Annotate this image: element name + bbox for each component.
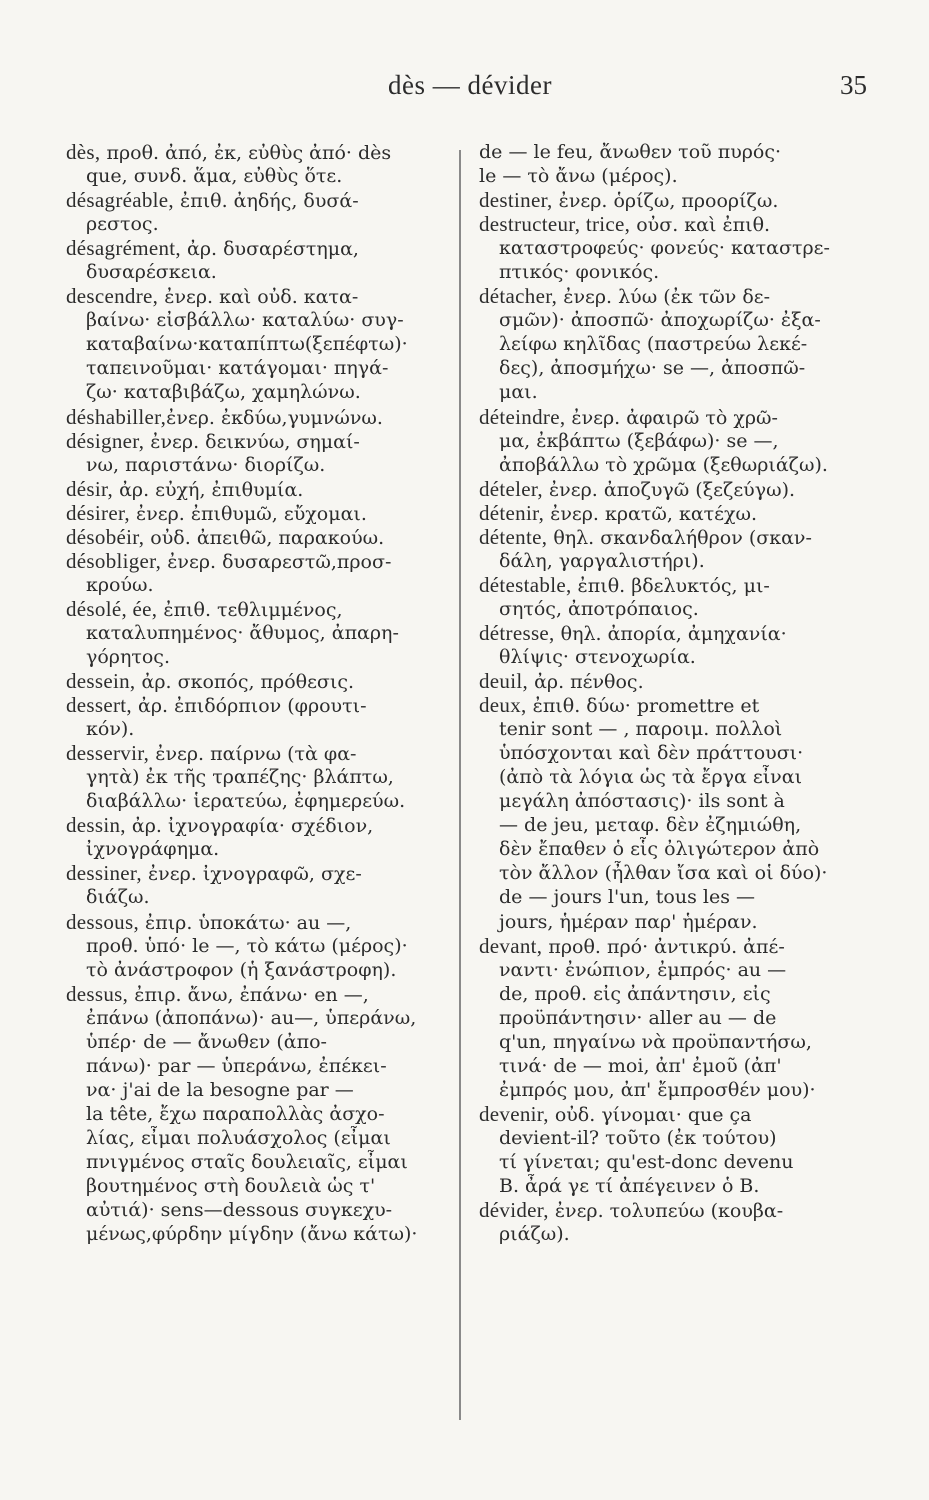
headword: deuil,: [479, 669, 529, 694]
dictionary-line: [479, 236, 879, 260]
dictionary-line: [66, 645, 466, 669]
definition-text: ρεστος.: [86, 213, 159, 236]
definition-text: ἐπάνω (ἀποπάνω)· au—, ὑπεράνω,: [86, 1006, 417, 1029]
dictionary-line: [479, 1150, 879, 1174]
dictionary-line: [66, 1102, 466, 1126]
definition-text: jours, ἡμέραν παρ' ἡμέραν.: [499, 910, 758, 933]
running-header: [0, 70, 929, 110]
dictionary-line: [66, 813, 466, 837]
dictionary-line: [66, 1126, 466, 1150]
definition-text: ἐνερ. λύω (ἐκ τῶν δε-: [557, 286, 771, 309]
definition-text: διάζω.: [86, 886, 150, 909]
definition-text: de — le feu, ἄνωθεν τοῦ πυρός·: [479, 141, 782, 163]
headword: destructeur, trice,: [479, 212, 631, 237]
definition-text: καταλυπημένος· ἄθυμος, ἀπαρη-: [86, 621, 399, 644]
definition-text: q'un, πηγαίνω νὰ προϋπαντήσω,: [499, 1030, 812, 1053]
dictionary-line: [479, 1030, 879, 1054]
definition-text: la tête, ἔχω παραπολλὰς ἀσχο-: [86, 1102, 385, 1125]
definition-text: νω, παριστάνω· διορίζω.: [86, 453, 326, 476]
headword: desservir,: [66, 741, 150, 766]
dictionary-line: [66, 549, 466, 573]
headword: désigner,: [66, 428, 145, 453]
definition-text: τὸν ἄλλον (ἦλθαν ἴσα καὶ οἱ δύο)·: [499, 862, 828, 885]
definition-text: B. ἆρά γε τί ἀπέγεινεν ὁ Β.: [499, 1175, 760, 1198]
definition-text: de — jours l'un, tous les —: [499, 886, 755, 909]
dictionary-line: [66, 405, 466, 429]
headword: détente,: [479, 524, 548, 549]
dictionary-line: [479, 573, 879, 597]
definition-text: οὐδ. γίνομαι· que ça: [548, 1103, 752, 1126]
dictionary-line: [66, 1222, 466, 1246]
dictionary-line: [479, 1126, 879, 1150]
definition-text: ἐνερ. ἐπιθυμῶ, εὔχομαι.: [129, 502, 367, 525]
dictionary-line: [479, 501, 879, 525]
definition-text: ἐνερ. δεικνύω, σημαί-: [144, 430, 360, 453]
definition-text: ἐνερ. καὶ οὐδ. κατα-: [158, 286, 359, 309]
definition-text: que, συνδ. ἅμα, εὐθὺς ὅτε.: [86, 165, 343, 188]
dictionary-line: [66, 573, 466, 597]
headword: dessin,: [66, 813, 126, 838]
dictionary-line: [479, 284, 879, 308]
definition-text: κόν).: [86, 718, 135, 741]
dictionary-line: [479, 621, 879, 645]
dictionary-line: [479, 1078, 879, 1102]
definition-text: βαίνω· εἰσβάλλω· καταλύω· συγ-: [86, 309, 404, 332]
definition-text: ταπεινοῦμαι· κατάγομαι· πηγά-: [86, 357, 389, 380]
dictionary-line: [479, 934, 879, 958]
definition-text: καταβαίνω·καταπίπτω(ξεπέφτω)·: [86, 333, 408, 356]
dictionary-line: [66, 621, 466, 645]
dictionary-line: [479, 645, 879, 669]
headword: devenir,: [479, 1101, 549, 1126]
definition-text: ἰχνογράφημα.: [86, 838, 220, 861]
dictionary-line: [479, 885, 879, 909]
definition-text: ἐνερ. ἀποζυγῶ (ξεζεύγω).: [542, 478, 796, 501]
dictionary-line: [66, 525, 466, 549]
definition-text: ἀρ. ἐπιδόρπιον (φρουτι-: [131, 695, 367, 718]
dictionary-line: [66, 501, 466, 525]
dictionary-line: [479, 717, 879, 741]
headword: deux,: [479, 693, 527, 718]
definition-text: πτικός· φονικός.: [499, 261, 660, 284]
definition-text: ἐνερ. παίρνω (τὰ φα-: [149, 743, 357, 766]
definition-text: δάλη, γαργαλιστήρι).: [499, 549, 705, 572]
dictionary-line: [479, 429, 879, 453]
headword: désolé, ée,: [66, 596, 158, 621]
headword: détresse,: [479, 620, 555, 645]
dictionary-line: [66, 741, 466, 765]
dictionary-line: [479, 405, 879, 429]
dictionary-line: [66, 284, 466, 308]
headword: désagrément,: [66, 236, 181, 261]
definition-text: ἐπιθ. δύω· promettre et: [526, 695, 760, 718]
headword: déshabiller,: [66, 404, 167, 429]
definition-text: οὐδ. ἀπειθῶ, παρακούω.: [144, 526, 385, 549]
dictionary-line: [66, 669, 466, 693]
dictionary-line: [479, 837, 879, 861]
dictionary-line: [66, 188, 466, 212]
dictionary-line: [66, 934, 466, 958]
definition-text: ἐνερ. δυσαρεστῶ,προσ-: [161, 550, 392, 573]
dictionary-line: [66, 958, 466, 982]
definition-text: ἀρ. σκοπός, πρόθεσις.: [135, 671, 355, 694]
headword: dessous,: [66, 909, 139, 934]
dictionary-line: [66, 885, 466, 909]
definition-text: ἀρ. εὐχή, ἐπιθυμία.: [113, 478, 304, 501]
definition-text: μεγάλη ἀπόστασις)· ils sont à: [499, 790, 785, 813]
definition-text: σητός, ἀποτρόπαιος.: [499, 597, 699, 620]
headword: descendre,: [66, 284, 159, 309]
dictionary-line: [66, 717, 466, 741]
dictionary-line: [479, 356, 879, 380]
dictionary-line: [66, 236, 466, 260]
right-column: [479, 140, 879, 1440]
headword: détestable,: [479, 572, 572, 597]
definition-text: να· j'ai de la besogne par —: [86, 1078, 354, 1101]
headword: désirer,: [66, 500, 130, 525]
definition-text: τί γίνεται; qu'est-donc devenu: [499, 1150, 794, 1173]
definition-text: βουτημένος στὴ δουλειὰ ὡς τ': [86, 1175, 376, 1198]
dictionary-line: [66, 332, 466, 356]
dictionary-line: [479, 308, 879, 332]
dictionary-line: [479, 1198, 879, 1222]
dictionary-line: [479, 1174, 879, 1198]
dictionary-line: [479, 1222, 879, 1246]
dictionary-line: [479, 164, 879, 188]
dictionary-line: [66, 789, 466, 813]
definition-text: le — τὸ ἄνω (μέρος).: [479, 165, 678, 188]
dictionary-line: [66, 380, 466, 404]
dictionary-line: [66, 693, 466, 717]
dictionary-line: [66, 765, 466, 789]
dictionary-line: [66, 260, 466, 284]
dictionary-line: [479, 212, 879, 236]
dictionary-line: [479, 188, 879, 212]
page-title: dès — dévider: [388, 70, 552, 100]
page-number: 35: [840, 70, 867, 100]
definition-text: λίας, εἶμαι πολυάσχολος (εἶμαι: [86, 1126, 391, 1149]
dictionary-line: [66, 1078, 466, 1102]
definition-text: ἀρ. ἰχνογραφία· σχέδιον,: [125, 815, 374, 838]
dictionary-line: [479, 549, 879, 573]
dictionary-line: [479, 813, 879, 837]
definition-text: προϋπάντησιν· aller au — de: [499, 1006, 777, 1029]
definition-text: οὐσ. καὶ ἐπιθ.: [630, 214, 771, 237]
definition-text: μένως,φύρδην μίγδην (ἄνω κάτω)·: [86, 1223, 418, 1246]
dictionary-line: [479, 693, 879, 717]
headword: détenir,: [479, 500, 545, 525]
dictionary-line: [479, 765, 879, 789]
dictionary-line: [66, 861, 466, 885]
definition-text: ἐπιθ. ἀηδής, δυσά-: [173, 190, 359, 213]
dictionary-line: [66, 429, 466, 453]
definition-text: ἐπιθ. βδελυκτός, μι-: [571, 574, 770, 597]
definition-text: ἀρ. δυσαρέστημα,: [180, 238, 359, 261]
definition-text: θηλ. σκανδαλήθρον (σκαν-: [547, 526, 812, 549]
column-divider: [459, 150, 461, 1420]
headword: dessert,: [66, 693, 132, 718]
headword: dételer,: [479, 476, 543, 501]
headword: désobliger,: [66, 548, 162, 573]
definition-text: — de jeu, μεταφ. δὲν ἐζημιώθη,: [499, 814, 802, 837]
dictionary-line: [66, 910, 466, 934]
definition-text: ἐνερ. ἐκδύω,γυμνώνω.: [166, 406, 383, 429]
dictionary-line: [66, 837, 466, 861]
headword: dessiner,: [66, 861, 142, 886]
dictionary-line: [66, 597, 466, 621]
definition-text: ἐνερ. τολυπεύω (κουβα-: [548, 1200, 784, 1223]
headword: dessus,: [66, 981, 129, 1006]
definition-text: προθ. ἀπό, ἐκ, εὐθὺς ἀπό· dès: [100, 142, 392, 164]
definition-text: κρούω.: [86, 573, 154, 596]
headword: désobéir,: [66, 524, 145, 549]
definition-text: tenir sont — , παροιμ. πολλοὶ: [499, 718, 783, 741]
definition-text: διαβάλλω· ἱερατεύω, ἐφημερεύω.: [86, 790, 406, 813]
definition-text: ἀποβάλλω τὸ χρῶμα (ξεθωριάζω).: [499, 453, 828, 476]
definition-text: πάνω)· par — ὑπεράνω, ἐπέκει-: [86, 1054, 387, 1077]
definition-text: ἐνερ. ὁρίζω, προορίζω.: [552, 190, 779, 213]
dictionary-line: [479, 789, 879, 813]
dictionary-line: [479, 669, 879, 693]
headword: dévider,: [479, 1198, 549, 1223]
headword: désir,: [66, 476, 114, 501]
definition-text: ἐμπρός μου, ἀπ' ἔμπροσθέν μου)·: [499, 1078, 816, 1101]
headword: déteindre,: [479, 404, 566, 429]
definition-text: μαι.: [499, 381, 538, 404]
dictionary-line: [479, 525, 879, 549]
definition-text: γόρητος.: [86, 645, 170, 668]
dictionary-line: [479, 1054, 879, 1078]
dictionary-line: [66, 1030, 466, 1054]
headword: dès,: [66, 140, 101, 164]
definition-text: τινά· de — moi, ἀπ' ἐμοῦ (ἀπ': [499, 1054, 782, 1077]
dictionary-line: [66, 212, 466, 236]
dictionary-line: [66, 356, 466, 380]
dictionary-line: [66, 1198, 466, 1222]
headword: dessein,: [66, 669, 136, 694]
dictionary-line: [479, 380, 879, 404]
definition-text: δυσαρέσκεια.: [86, 261, 217, 284]
dictionary-line: [479, 861, 879, 885]
definition-text: ὑπόσχονται καὶ δὲν πράττουσι·: [499, 742, 804, 765]
dictionary-line: [66, 140, 466, 164]
dictionary-line: [479, 453, 879, 477]
definition-text: δες), ἀποσμήχω· se —, ἀποσπῶ-: [499, 357, 806, 380]
dictionary-line: [479, 982, 879, 1006]
dictionary-line: [479, 910, 879, 934]
dictionary-line: [479, 332, 879, 356]
left-column: [66, 140, 466, 1440]
definition-text: τὸ ἀνάστροφον (ἡ ξανάστροφη).: [86, 958, 397, 981]
headword: désagréable,: [66, 188, 174, 213]
definition-text: devient-il? τοῦτο (ἐκ τούτου): [499, 1126, 777, 1149]
dictionary-line: [479, 741, 879, 765]
dictionary-line: [66, 1054, 466, 1078]
definition-text: πνιγμένος σταῖς δουλειαῖς, εἶμαι: [86, 1150, 408, 1173]
definition-text: προθ. πρό· ἀντικρύ. ἀπέ-: [542, 935, 785, 958]
dictionary-line: [479, 260, 879, 284]
definition-text: λείφω κηλῖδας (παστρεύω λεκέ-: [499, 333, 808, 356]
dictionary-line: [66, 164, 466, 188]
dictionary-line: [479, 1006, 879, 1030]
definition-text: ὑπέρ· de — ἄνωθεν (ἀπο-: [86, 1030, 327, 1053]
dictionary-line: [66, 1006, 466, 1030]
definition-text: δὲν ἔπαθεν ὁ εἷς ὀλιγώτερον ἀπὸ: [499, 838, 820, 861]
definition-text: de, προθ. εἰς ἀπάντησιν, εἰς: [499, 982, 771, 1005]
definition-text: ἐνερ. κρατῶ, κατέχω.: [544, 502, 758, 525]
dictionary-line: [66, 453, 466, 477]
definition-text: ναντι· ἐνώπιον, ἐμπρός· au —: [499, 958, 787, 981]
definition-text: ἐπιρ. ἄνω, ἐπάνω· en —,: [128, 983, 369, 1006]
dictionary-line: [66, 982, 466, 1006]
headword: devant,: [479, 933, 543, 958]
definition-text: γητὰ) ἐκ τῆς τραπέζης· βλάπτω,: [86, 766, 394, 789]
definition-text: καταστροφεύς· φονεύς· καταστρε-: [499, 237, 830, 260]
definition-text: ἐνερ. ἰχνογραφῶ, σχε-: [141, 863, 362, 886]
dictionary-line: [479, 597, 879, 621]
definition-text: ἐπιθ. τεθλιμμένος,: [157, 598, 343, 621]
definition-text: ἀρ. πένθος.: [528, 671, 644, 694]
dictionary-line: [66, 308, 466, 332]
definition-text: μα, ἐκβάπτω (ξεβάφω)· se —,: [499, 429, 779, 452]
definition-text: ἐνερ. ἀφαιρῶ τὸ χρῶ-: [565, 406, 778, 429]
dictionary-line: [479, 477, 879, 501]
definition-text: θλίψις· στενοχωρία.: [499, 645, 696, 668]
definition-text: αὐτιά)· sens—dessous συγκεχυ-: [86, 1199, 393, 1222]
dictionary-line: [66, 1150, 466, 1174]
definition-text: θηλ. ἀπορία, ἀμηχανία·: [554, 622, 787, 645]
headword: destiner,: [479, 188, 553, 213]
definition-text: (ἀπὸ τὰ λόγια ὡς τὰ ἔργα εἶναι: [499, 766, 803, 789]
dictionary-line: [66, 477, 466, 501]
definition-text: ριάζω).: [499, 1223, 570, 1246]
headword: détacher,: [479, 284, 558, 309]
definition-text: σμῶν)· ἀποσπῶ· ἀποχωρίζω· ἐξα-: [499, 309, 821, 332]
dictionary-line: [479, 140, 879, 164]
definition-text: προθ. ὑπό· le —, τὸ κάτω (μέρος)·: [86, 934, 408, 957]
dictionary-line: [66, 1174, 466, 1198]
definition-text: ἐπιρ. ὑποκάτω· au —,: [139, 911, 352, 934]
dictionary-line: [479, 958, 879, 982]
definition-text: ζω· καταβιβάζω, χαμηλώνω.: [86, 381, 361, 404]
dictionary-line: [479, 1102, 879, 1126]
